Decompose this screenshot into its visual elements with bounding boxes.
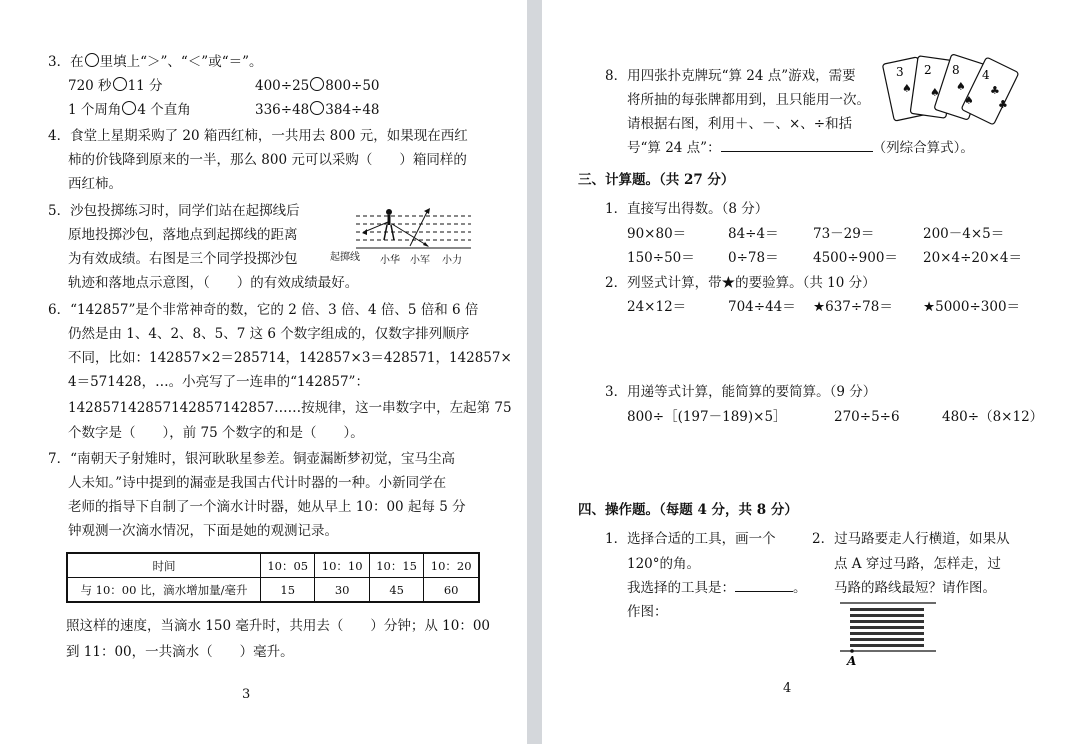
q7-line: 钟观测一次滴水情况，下面是她的观测记录。	[68, 523, 338, 539]
answer-blank[interactable]	[721, 151, 873, 152]
student-label: 小军	[410, 255, 430, 266]
s4-p1-tool: 我选择的工具是： 。	[627, 580, 807, 596]
q6-line: 不同，比如：142857×2＝285714，142857×3＝428571，142857×	[68, 350, 512, 366]
club-icon: ♣	[990, 84, 1000, 97]
card-label: 8	[952, 63, 960, 77]
arrow-icon	[423, 242, 429, 247]
q4-line: 柿的价钱降到原来的一半，那么 800 元可以采购（ ）箱同样的	[68, 152, 467, 168]
calc-item: 150÷50＝	[627, 250, 695, 266]
q6-line: 仍然是由 1、4、2、8、5、7 这 6 个数字组成的，仅数字排列顺序	[68, 326, 470, 342]
q6-line: 个数字是（ ），前 75 个数字的和是（ ）。	[68, 425, 364, 441]
student-label: 小华	[380, 255, 400, 266]
section-4-title: 四、操作题。（每题 4 分，共 8 分）	[578, 502, 798, 518]
q7-line: 老师的指导下自制了一个滴水计时器，她从早上 10：00 起每 5 分	[68, 499, 466, 515]
drip-observation-table	[66, 552, 480, 603]
spade-icon: ♠	[930, 86, 940, 99]
calc-item: 704÷44＝	[728, 299, 796, 315]
table-header-cell: 10：05	[261, 553, 315, 578]
calc-item: ★637÷78＝	[813, 299, 893, 315]
calc-item: 800÷［(197－189)×5］	[627, 409, 787, 425]
table-header-cell: 10：15	[369, 553, 423, 578]
table-header-cell: 10：20	[424, 553, 479, 578]
answer-circle[interactable]	[310, 77, 324, 91]
q4-line: 西红柿。	[68, 176, 122, 192]
point-a-label: A	[847, 654, 857, 668]
calc-item: 84÷4＝	[728, 226, 779, 242]
q7-after-line: 到 11：00，一共滴水（ ）毫升。	[66, 644, 294, 660]
table-row	[67, 578, 479, 603]
calc-item: 24×12＝	[627, 299, 687, 315]
q3-item-1: 720 秒 11 分	[68, 78, 163, 94]
calc-item: 90×80＝	[627, 226, 687, 242]
point-a	[850, 649, 854, 653]
s3-p1-title: 1．直接写出得数。（8 分）	[605, 201, 769, 217]
q5-line: 为有效成绩。右图是三个同学投掷沙包	[68, 251, 298, 267]
trajectory-xiaojun	[392, 224, 428, 246]
table-cell: 45	[369, 578, 423, 603]
page-number: 3	[242, 687, 251, 702]
calc-item: 270÷5÷6	[834, 409, 900, 425]
playing-cards-figure	[880, 52, 1030, 132]
s4-p1-line: 120°的角。	[627, 556, 701, 572]
page-4	[542, 0, 1071, 744]
tool-answer-blank[interactable]	[735, 591, 793, 592]
q7-line: 人未知。”诗中提到的漏壶是我国古代计时器的一种。小新同学在	[68, 475, 447, 491]
table-cell: 60	[424, 578, 479, 603]
q6-line: 6．“142857”是个非常神奇的数，它的 2 倍、3 倍、4 倍、5 倍和 6 倍	[48, 302, 479, 318]
calc-item: 480÷（8×12）	[942, 409, 1044, 425]
s3-p3-title: 3．用递等式计算，能简算的要简算。（9 分）	[605, 384, 877, 400]
table-header-cell: 10：10	[315, 553, 369, 578]
calc-item: ★5000÷300＝	[923, 299, 1021, 315]
student-label: 小力	[442, 255, 462, 266]
club-icon: ♣	[998, 98, 1008, 111]
q8-line: 将所抽的每张牌都用到，且只能用一次。	[627, 92, 870, 108]
q3-intro: 3．在 里填上“＞”、“＜”或“＝”。	[48, 54, 263, 70]
spade-icon: ♠	[964, 94, 974, 107]
s4-p2-line: 点 A 穿过马路，怎样走，过	[834, 556, 1001, 572]
answer-circle[interactable]	[113, 77, 127, 91]
answer-circle[interactable]	[122, 101, 136, 115]
calc-item: 0÷78＝	[728, 250, 779, 266]
comparison-circle-icon	[85, 53, 99, 67]
table-row-label: 与 10：00 比，滴水增加量/毫升	[67, 578, 261, 603]
q3-item-3: 1 个周角 4 个直角	[68, 102, 191, 118]
q8-answer-line: 号“算 24 点”： （列综合算式）。	[627, 140, 974, 156]
calc-item: 73－29＝	[813, 226, 875, 242]
answer-circle[interactable]	[310, 101, 324, 115]
s4-p1-draw: 作图：	[627, 604, 668, 620]
q5-line: 轨迹和落地点示意图，（ ）的有效成绩最好。	[68, 275, 359, 291]
spade-icon: ♠	[902, 82, 912, 95]
page-number: 4	[783, 681, 792, 696]
s3-p2-title: 2．列竖式计算，带★的要验算。（共 10 分）	[605, 275, 876, 291]
calc-item: 200－4×5＝	[923, 226, 1005, 242]
q4-line: 4．食堂上星期采购了 20 箱西红柿，一共用去 800 元，如果现在西红	[48, 128, 468, 144]
card-label: 4	[982, 68, 990, 82]
crosswalk-stripes	[850, 608, 924, 647]
q5-line: 5．沙包投掷练习时，同学们站在起掷线后	[48, 203, 300, 219]
page-3	[0, 0, 527, 744]
q3-item-2: 400÷25 800÷50	[255, 78, 380, 94]
card-label: 2	[924, 63, 932, 77]
q8-line: 请根据右图，利用＋、－、×、÷和括	[627, 116, 853, 132]
q7-after-line: 照这样的速度，当滴水 150 毫升时，共用去（ ）分钟；从 10：00	[66, 618, 490, 634]
section-3-title: 三、计算题。（共 27 分）	[578, 172, 735, 188]
q8-line: 8．用四张扑克牌玩“算 24 点”游戏，需要	[605, 68, 856, 84]
table-cell: 30	[315, 578, 369, 603]
calc-item: 4500÷900＝	[813, 250, 898, 266]
q3-item-4: 336÷48 384÷48	[255, 102, 380, 118]
s4-p1-line: 1．选择合适的工具，画一个	[605, 531, 776, 547]
q5-line: 原地投掷沙包，落地点到起掷线的距离	[68, 227, 298, 243]
s4-p2-line: 2．过马路要走人行横道，如果从	[812, 531, 1010, 547]
arrow-icon	[362, 229, 367, 235]
card-label: 3	[896, 65, 904, 79]
throw-baseline-label: 起掷线	[330, 252, 360, 263]
trajectory-xiaohua	[364, 222, 388, 232]
spade-icon: ♠	[956, 80, 966, 93]
q6-line: 142857142857142857142857……按规律，这一串数字中，左起第 75	[68, 400, 512, 416]
q6-line: 4＝571428，…。小亮写了一连串的“142857”：	[68, 374, 369, 390]
crosswalk-figure	[836, 598, 940, 668]
s4-p2-line: 马路的路线最短？请作图。	[834, 580, 996, 596]
table-row	[67, 553, 479, 578]
table-header-cell: 时间	[67, 553, 261, 578]
calc-item: 20×4÷20×4＝	[923, 250, 1022, 266]
table-cell: 15	[261, 578, 315, 603]
q7-line: 7．“南朝天子射雉时，银河耿耿星参差。铜壶漏断梦初觉，宝马尘高	[48, 451, 455, 467]
